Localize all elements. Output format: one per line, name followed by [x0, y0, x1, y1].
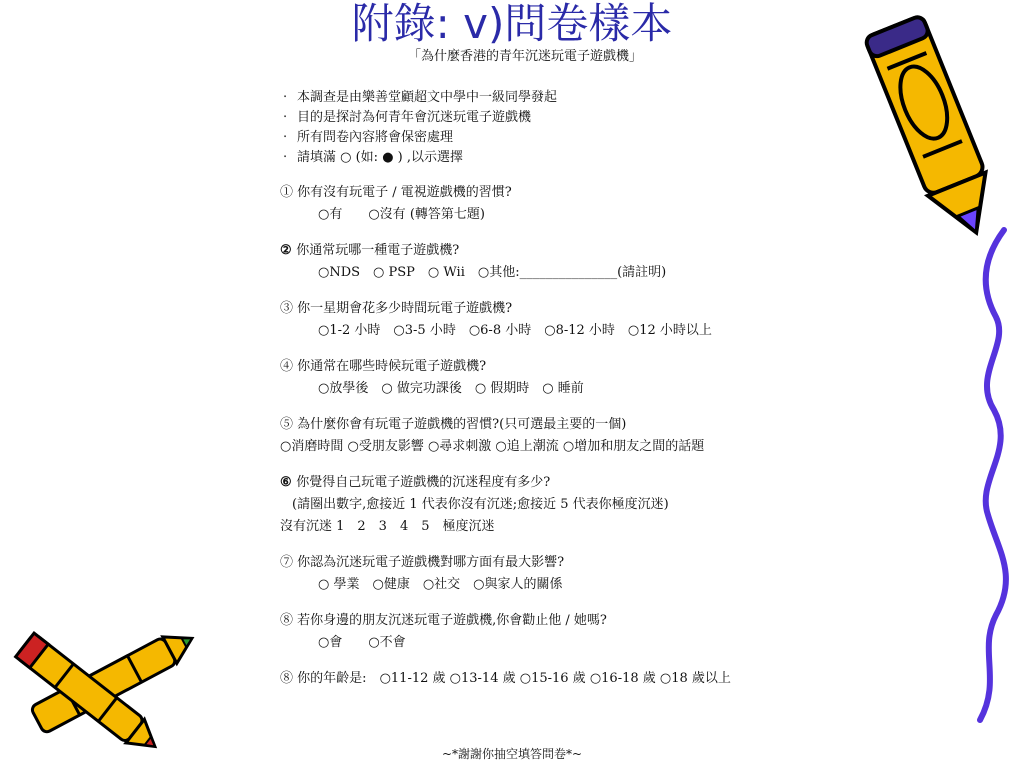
thank-you-footer: ~*謝謝你抽空填答問卷*~: [441, 747, 583, 761]
question-text: 你通常在哪些時候玩電子遊戲機?: [297, 359, 487, 374]
bullet-text: 目的是探討為何青年會沉迷玩電子遊戲機: [297, 110, 532, 125]
question-text: 你有沒有玩電子 / 電視遊戲機的習慣?: [297, 185, 512, 200]
question-text: 為什麼你會有玩電子遊戲機的習慣?(只可選最主要的一個): [297, 417, 627, 432]
question-4: [280, 356, 800, 400]
question-number: ①: [280, 185, 294, 200]
question-options[interactable]: ○消磨時間 ○受朋友影響 ○尋求刺激 ○追上潮流 ○增加和朋友之間的話題: [280, 439, 705, 454]
question-options[interactable]: ○有 ○沒有 (轉答第七題): [318, 207, 485, 222]
question-number: ⑦: [280, 555, 294, 570]
bullet-item: [283, 108, 703, 128]
question-number: ⑤: [280, 417, 294, 432]
question-8: [280, 610, 800, 654]
bullet-mark: ‧: [283, 150, 288, 165]
question-2: [280, 240, 800, 284]
question-number: ④: [280, 359, 294, 374]
question-scale[interactable]: 沒有沉迷 1 2 3 4 5 極度沉迷: [280, 519, 495, 534]
question-number: ⑥: [280, 475, 292, 490]
intro-bullet-list: [283, 88, 703, 168]
question-1: [280, 182, 800, 226]
bullet-mark: ‧: [283, 130, 288, 145]
question-options[interactable]: ○放學後 ○ 做完功課後 ○ 假期時 ○ 睡前: [318, 381, 584, 396]
bullet-text: 所有問卷內容將會保密處理: [297, 130, 454, 145]
question-9: [280, 668, 800, 690]
question-number: ②: [280, 243, 292, 258]
bullet-mark: ‧: [283, 110, 288, 125]
survey-subtitle: 「為什麼香港的青年沉迷玩電子遊戲機」: [407, 49, 642, 64]
bullet-item: [283, 128, 703, 148]
question-6: [280, 472, 800, 538]
question-number: ⑧: [280, 613, 294, 628]
question-text: 你一星期會花多少時間玩電子遊戲機?: [297, 301, 513, 316]
bullet-mark: ‧: [283, 90, 288, 105]
question-options[interactable]: ○NDS ○ PSP ○ Wii ○其他:_______________(請註明): [318, 265, 667, 280]
crayon-icon: [860, 0, 1010, 250]
crayon-pair-icon: [0, 608, 210, 758]
question-5: [280, 414, 800, 458]
question-options[interactable]: ○11-12 歲 ○13-14 歲 ○15-16 歲 ○16-18 歲 ○18 歲以上: [379, 671, 731, 686]
question-text: 你認為沉迷玩電子遊戲機對哪方面有最大影響?: [297, 555, 565, 570]
question-number: ③: [280, 301, 294, 316]
bullet-text: 本調查是由樂善堂顧超文中學中一級同學發起: [297, 90, 558, 105]
page-title: 附錄: v)問卷樣本: [351, 0, 673, 48]
question-options[interactable]: ○會 ○不會: [318, 635, 406, 650]
question-text: 你通常玩哪一種電子遊戲機?: [296, 243, 460, 258]
question-text: 若你身邊的朋友沉迷玩電子遊戲機,你會勸止他 / 她嗎?: [297, 613, 607, 628]
question-3: [280, 298, 800, 342]
bullet-item: [283, 148, 703, 168]
squiggle-line: [958, 225, 1024, 725]
bullet-text: 請填滿 ○ (如: ● ) ,以示選擇: [297, 150, 464, 165]
question-text: 你覺得自己玩電子遊戲機的沉迷程度有多少?: [296, 475, 551, 490]
question-7: [280, 552, 800, 596]
question-number: ⑧: [280, 671, 294, 686]
question-text: 你的年齡是:: [297, 671, 367, 686]
question-options[interactable]: ○1-2 小時 ○3-5 小時 ○6-8 小時 ○8-12 小時 ○12 小時以上: [318, 323, 712, 338]
question-note: (請圈出數字,愈接近 1 代表你沒有沉迷;愈接近 5 代表你極度沉迷): [292, 497, 669, 512]
question-options[interactable]: ○ 學業 ○健康 ○社交 ○與家人的關係: [318, 577, 563, 592]
bullet-item: [283, 88, 703, 108]
